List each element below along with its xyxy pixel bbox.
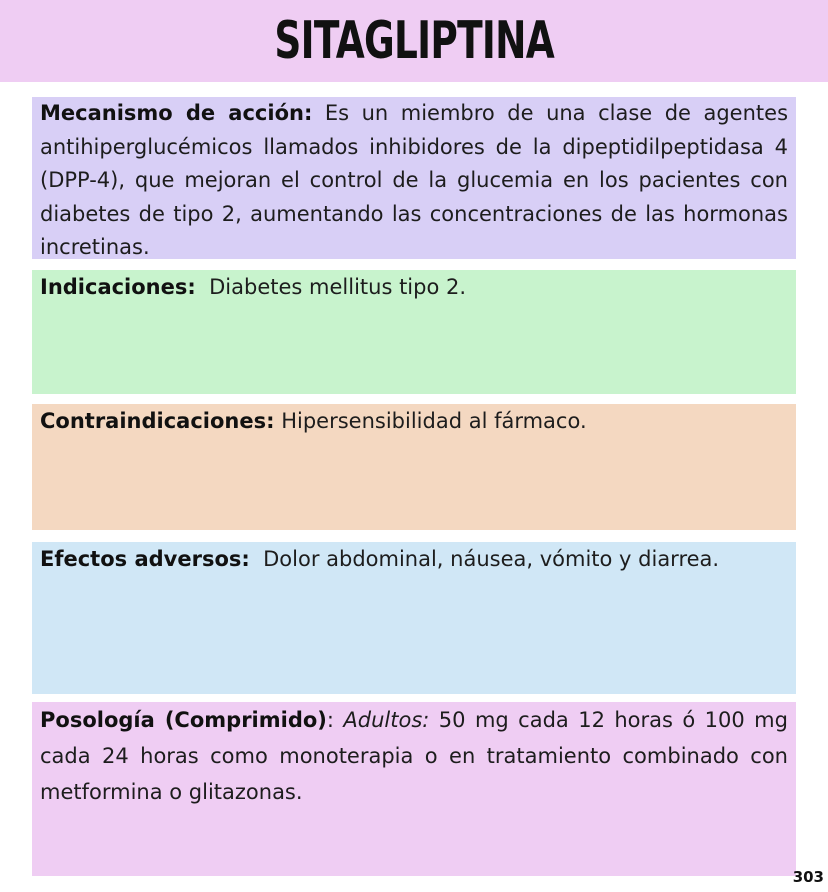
page-title: SITAGLIPTINA (274, 11, 554, 71)
posologia-paragraph (40, 702, 788, 810)
section-efectos-adversos (32, 542, 796, 694)
efectos-paragraph (40, 542, 788, 576)
efectos-label: Efectos adversos: (40, 547, 250, 571)
section-indicaciones (32, 270, 796, 394)
section-contraindicaciones (32, 404, 796, 530)
indicaciones-paragraph (40, 270, 788, 304)
indicaciones-label: Indicaciones: (40, 275, 196, 299)
page-number: 303 (792, 868, 824, 886)
mecanismo-text: Es un miembro de una clase de agentes antihiperglucémicos llamados inhibidores de la dipeptidilpeptidasa 4 (DPP-4), que mejoran el control de la glucemia en los pacientes con diabetes de tipo 2, aumentando las concentraciones de las hormonas incretinas. (40, 101, 789, 259)
posologia-separator: : (326, 708, 344, 732)
posologia-label: Posología (Comprimido) (40, 708, 327, 732)
section-mecanismo (32, 97, 796, 259)
posologia-sub-label: Adultos: (343, 708, 430, 732)
posologia-text: 50 mg cada 12 horas ó 100 mg cada 24 horas como monoterapia o en tratamiento combinado con metformina o glitazonas. (40, 708, 788, 804)
contraindicaciones-label: Contraindicaciones: (40, 409, 275, 433)
contraindicaciones-text: Hipersensibilidad al fármaco. (274, 409, 587, 433)
title-banner (0, 0, 828, 82)
indicaciones-text: Diabetes mellitus tipo 2. (195, 275, 467, 299)
contraindicaciones-paragraph (40, 404, 788, 438)
efectos-text: Dolor abdominal, náusea, vómito y diarrea. (249, 547, 720, 571)
mecanismo-label: Mecanismo de acción: (40, 101, 313, 125)
mecanismo-paragraph (40, 97, 788, 265)
section-posologia (32, 702, 796, 876)
